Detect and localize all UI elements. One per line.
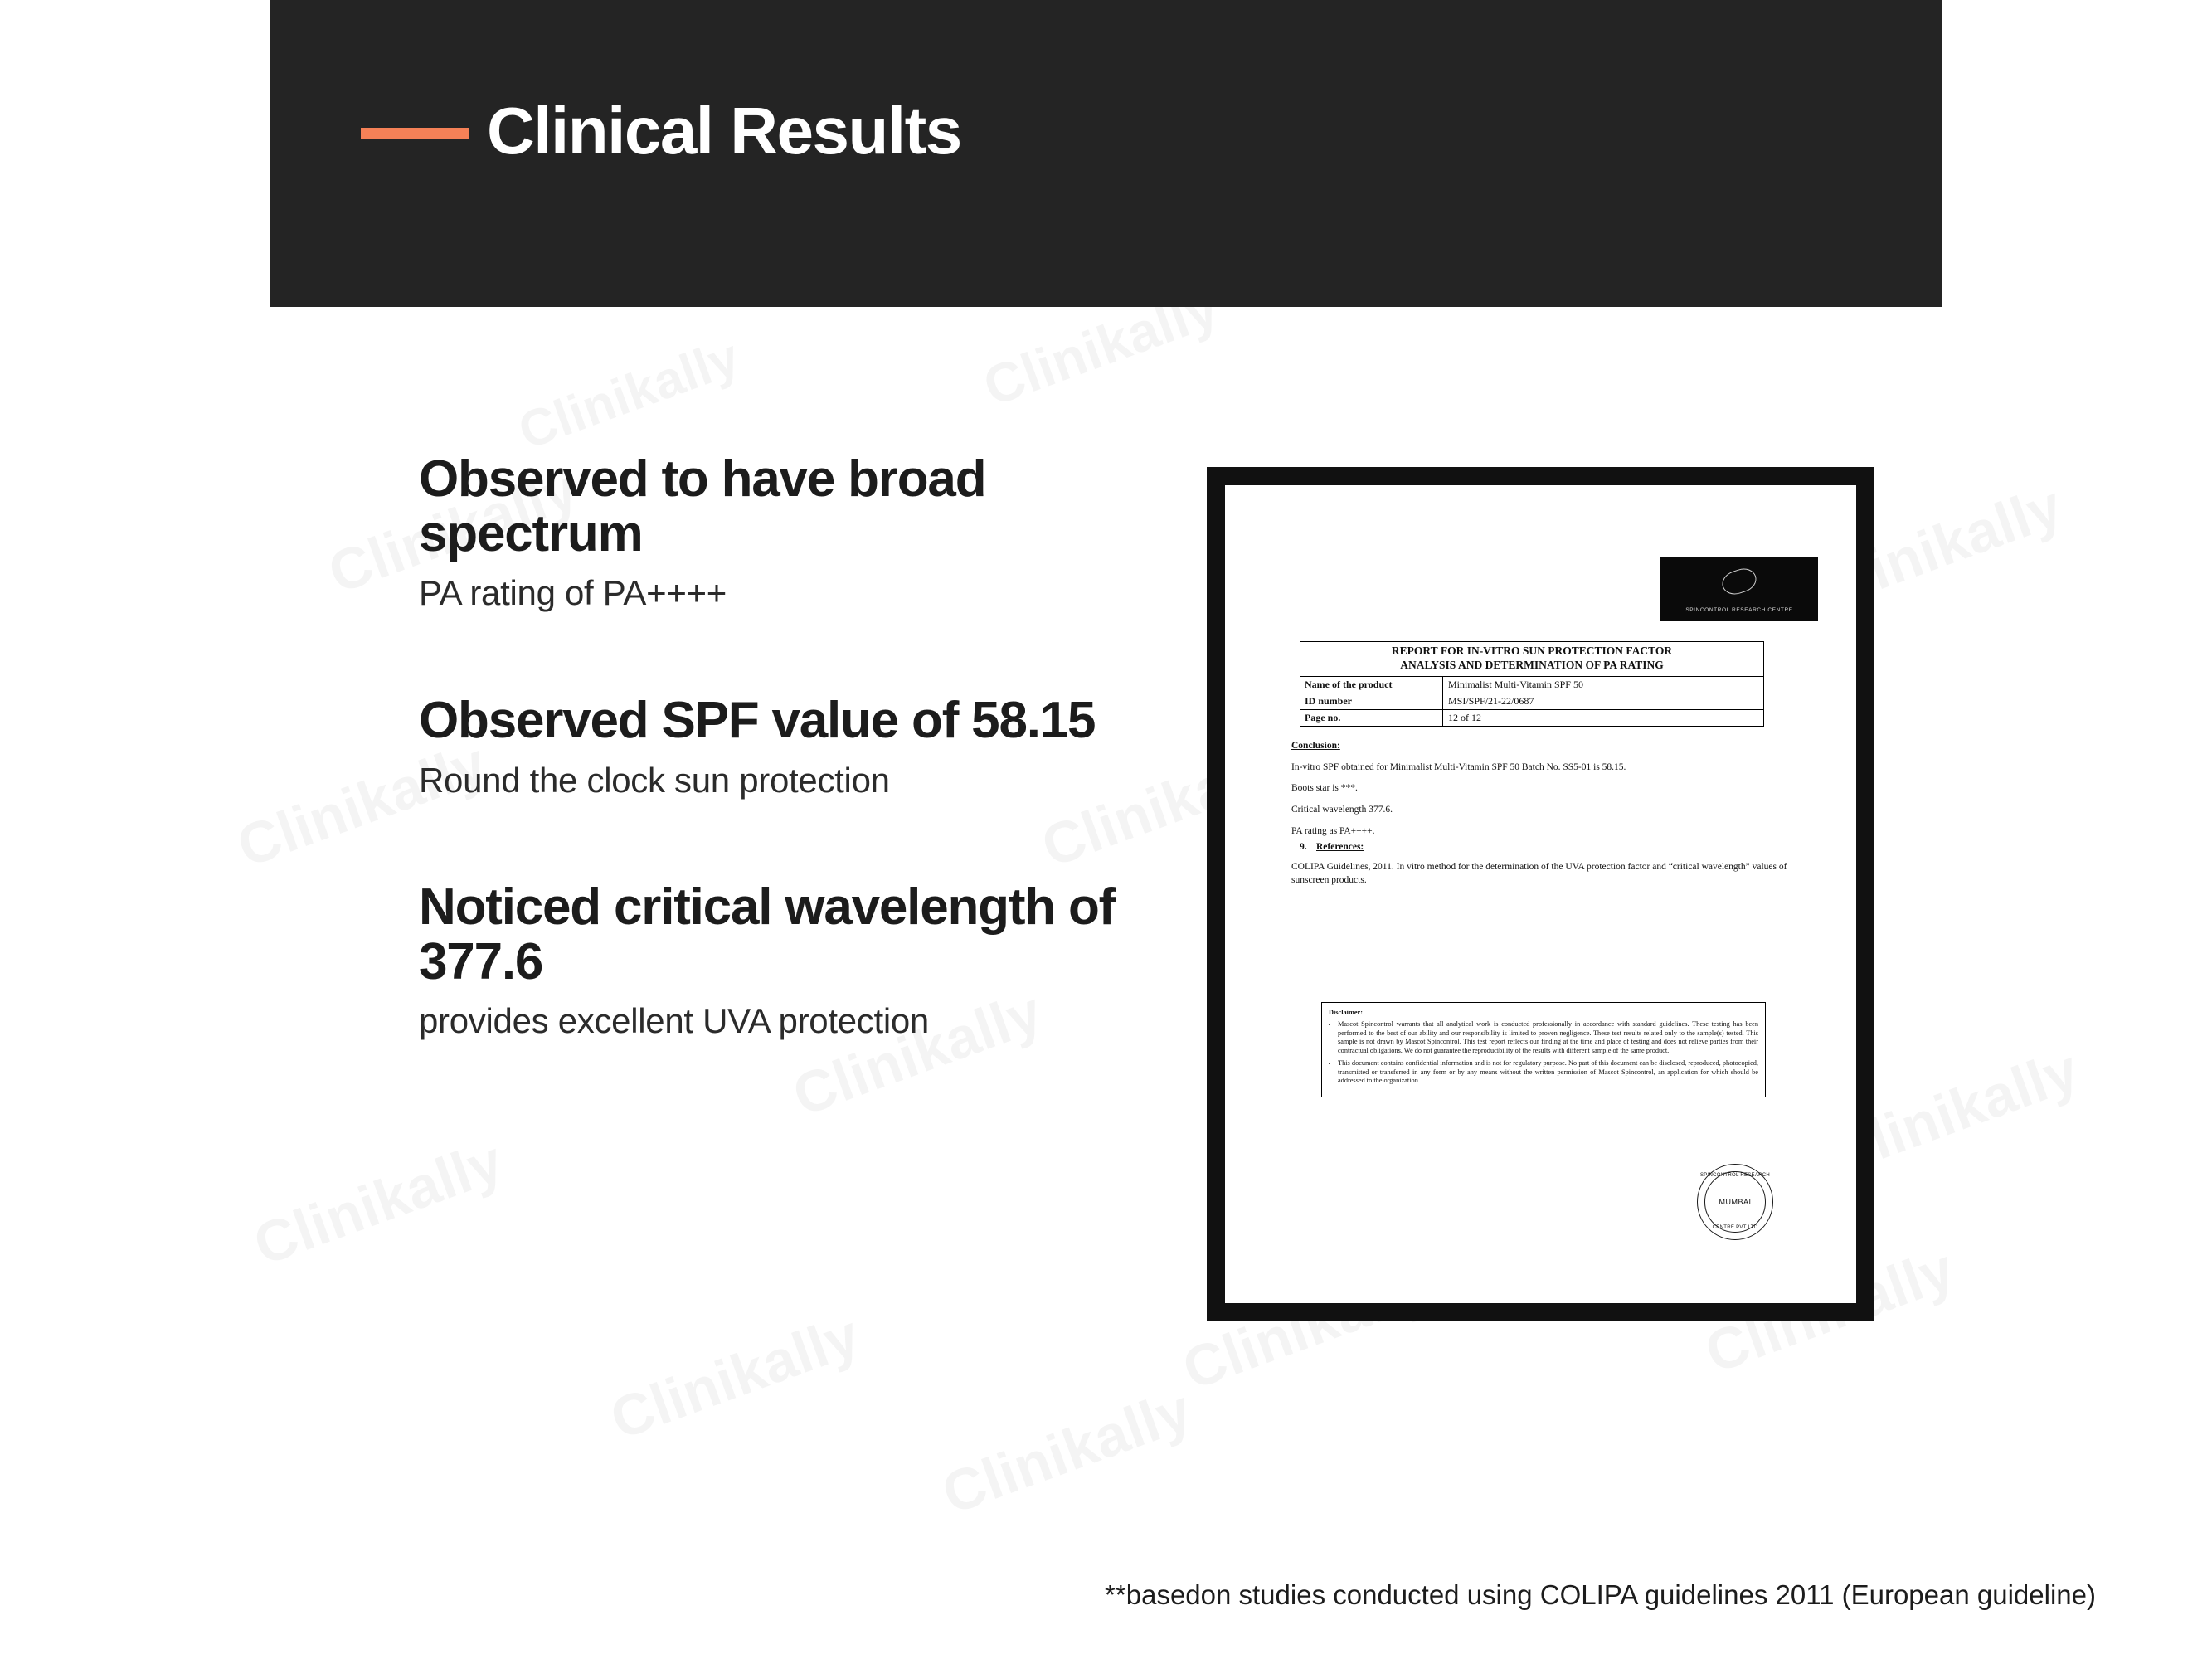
- disclaimer-box: [1321, 1002, 1766, 1097]
- watermark-text: [934, 1376, 1200, 1527]
- highlights-list: [419, 452, 1215, 1043]
- certificate-document: [1260, 517, 1821, 1272]
- watermark-text: [511, 328, 747, 462]
- highlight-subtext: PA rating of PA++++: [419, 573, 727, 613]
- conclusion-section: [1291, 739, 1789, 845]
- page-title: Clinical Results: [487, 94, 961, 168]
- disclaimer-item: • This document contains confidential information and is not for regulatory purpose. No part of this document can be disclosed, reproduced, photocopied, transmitted or transferred in any form or by any means without the written permission of Mascot Spincontrol, an application for which should be addressed to the organization.: [1338, 1059, 1758, 1086]
- conclusion-line: Critical wavelength 377.6.: [1291, 805, 1393, 815]
- table-cell-value: Minimalist Multi-Vitamin SPF 50: [1448, 678, 1583, 690]
- highlight-item-2: [419, 693, 1215, 801]
- table-row: [1300, 710, 1763, 726]
- highlight-headline: Observed to have broad spectrum: [419, 450, 986, 562]
- references-section: [1291, 840, 1806, 887]
- report-title-line2: ANALYSIS AND DETERMINATION OF PA RATING: [1400, 658, 1664, 671]
- certificate-mat: [1225, 485, 1856, 1303]
- lab-logo-text: SPINCONTROL RESEARCH CENTRE: [1685, 607, 1793, 613]
- conclusion-line: In-vitro SPF obtained for Minimalist Multi-Vitamin SPF 50 Batch No. SS5-01 is 58.15.: [1291, 761, 1626, 772]
- lab-logo: [1660, 557, 1818, 621]
- report-header-table: [1300, 641, 1764, 727]
- highlight-subtext: Round the clock sun protection: [419, 760, 890, 800]
- highlight-headline: Observed SPF value of 58.15: [419, 691, 1096, 749]
- stamp-bottom-text: CENTRE PVT LTD: [1712, 1225, 1758, 1230]
- footnote: **basedon studies conducted using COLIPA guidelines 2011 (European guideline): [1105, 1579, 2096, 1610]
- highlight-item-1: [419, 452, 1215, 615]
- header-content: [361, 94, 961, 168]
- accent-dash-icon: [361, 128, 469, 139]
- disclaimer-list: [1329, 1020, 1758, 1086]
- conclusion-label: Conclusion:: [1291, 741, 1340, 751]
- highlight-headline: Noticed critical wavelength of 377.6: [419, 878, 1116, 990]
- stamp-top-text: SPINCONTROL RESEARCH: [1699, 1173, 1771, 1178]
- watermark-text: [246, 1127, 512, 1278]
- header-bar: [270, 0, 1942, 307]
- references-label: References:: [1316, 842, 1364, 852]
- report-title: [1300, 642, 1763, 677]
- report-title-line1: REPORT FOR IN-VITRO SUN PROTECTION FACTOR: [1391, 645, 1673, 657]
- table-cell-key: ID number: [1300, 693, 1443, 709]
- logo-ellipse-icon: [1719, 565, 1760, 598]
- table-cell-value: MSI/SPF/21-22/0687: [1448, 694, 1534, 707]
- table-cell-key: Page no.: [1300, 710, 1443, 726]
- disclaimer-title: Disclaimer:: [1329, 1009, 1364, 1016]
- certificate-frame: [1207, 467, 1874, 1321]
- disclaimer-item: • Mascot Spincontrol warrants that all analytical work is conducted professionally in accordance with standard guidelines. These testing has been performed to the best of our ability and our responsibility is limited to proven negligence. These test results related only to the sample(s) tested. This sample is not drawn by Mascot Spincontrol. This test report reflects our finding at the time and place of testing and does not relieve parties from their contractual obligations. We do not guarantee the reproducibility of the results with different sample of the same product.: [1338, 1020, 1758, 1056]
- table-row: [1300, 677, 1763, 693]
- highlight-item-3: [419, 880, 1215, 1043]
- official-stamp-icon: [1697, 1164, 1773, 1240]
- conclusion-line: PA rating as PA++++.: [1291, 825, 1375, 836]
- table-row: [1300, 693, 1763, 710]
- references-text: COLIPA Guidelines, 2011. In vitro method for the determination of the UVA protection factor and “critical wavelength” values of sunscreen products.: [1291, 862, 1787, 886]
- stamp-city-text: MUMBAI: [1719, 1198, 1752, 1206]
- table-cell-key: Name of the product: [1300, 677, 1443, 693]
- conclusion-line: Boots star is ***.: [1291, 783, 1358, 794]
- watermark-text: [602, 1301, 868, 1452]
- references-number: 9.: [1300, 842, 1307, 852]
- highlight-subtext: provides excellent UVA protection: [419, 1001, 929, 1041]
- table-cell-value: 12 of 12: [1448, 711, 1481, 723]
